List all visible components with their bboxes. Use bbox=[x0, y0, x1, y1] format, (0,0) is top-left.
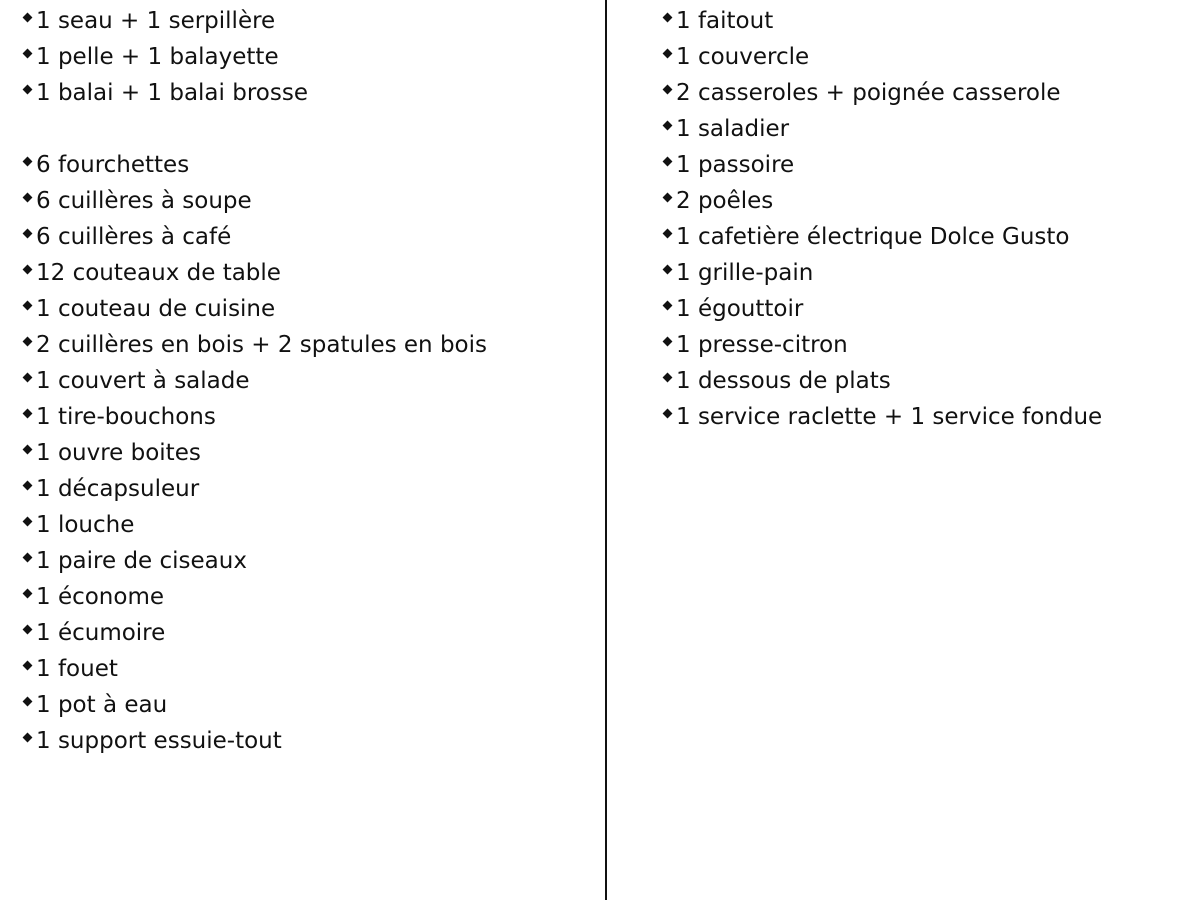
list-item bbox=[22, 471, 592, 507]
diamond-bullet-icon bbox=[663, 408, 673, 418]
diamond-bullet-icon bbox=[663, 300, 673, 310]
diamond-bullet-icon bbox=[663, 12, 673, 22]
diamond-bullet-icon bbox=[23, 408, 33, 418]
list-item bbox=[22, 39, 592, 75]
list-item bbox=[22, 363, 592, 399]
list-item bbox=[22, 723, 592, 759]
list-item bbox=[22, 615, 592, 651]
diamond-bullet-icon bbox=[663, 156, 673, 166]
item-label: 1 passoire bbox=[676, 152, 795, 178]
item-label: 1 pot à eau bbox=[36, 692, 168, 718]
diamond-bullet-icon bbox=[23, 624, 33, 634]
item-label: 6 cuillères à café bbox=[36, 224, 232, 250]
list-item bbox=[662, 327, 1182, 363]
item-label: 1 écumoire bbox=[36, 620, 166, 646]
item-label: 1 saladier bbox=[676, 116, 790, 142]
list-item bbox=[662, 39, 1182, 75]
diamond-bullet-icon bbox=[23, 444, 33, 454]
item-label: 1 balai + 1 balai brosse bbox=[36, 80, 308, 106]
item-label: 1 tire-bouchons bbox=[36, 404, 216, 430]
diamond-bullet-icon bbox=[663, 84, 673, 94]
diamond-bullet-icon bbox=[23, 588, 33, 598]
diamond-bullet-icon bbox=[23, 372, 33, 382]
diamond-bullet-icon bbox=[23, 552, 33, 562]
column-divider bbox=[605, 0, 607, 900]
item-label: 1 louche bbox=[36, 512, 135, 538]
diamond-bullet-icon bbox=[23, 48, 33, 58]
item-label: 12 couteaux de table bbox=[36, 260, 281, 286]
list-item bbox=[22, 507, 592, 543]
diamond-bullet-icon bbox=[663, 372, 673, 382]
diamond-bullet-icon bbox=[23, 660, 33, 670]
item-label: 6 cuillères à soupe bbox=[36, 188, 252, 214]
list-item bbox=[22, 579, 592, 615]
list-item bbox=[662, 255, 1182, 291]
item-label: 1 service raclette + 1 service fondue bbox=[676, 404, 1103, 430]
item-label: 1 égouttoir bbox=[676, 296, 804, 322]
list-item bbox=[22, 291, 592, 327]
item-label: 1 cafetière électrique Dolce Gusto bbox=[676, 224, 1070, 250]
item-label: 1 ouvre boites bbox=[36, 440, 201, 466]
list-item bbox=[22, 651, 592, 687]
diamond-bullet-icon bbox=[23, 696, 33, 706]
item-label: 1 couvert à salade bbox=[36, 368, 250, 394]
list-item bbox=[662, 3, 1182, 39]
diamond-bullet-icon bbox=[23, 84, 33, 94]
diamond-bullet-icon bbox=[23, 264, 33, 274]
diamond-bullet-icon bbox=[23, 336, 33, 346]
list-item bbox=[22, 183, 592, 219]
diamond-bullet-icon bbox=[23, 516, 33, 526]
right-column-list bbox=[662, 3, 1182, 435]
item-label: 1 grille-pain bbox=[676, 260, 814, 286]
list-item bbox=[662, 291, 1182, 327]
diamond-bullet-icon bbox=[23, 12, 33, 22]
item-label: 1 support essuie-tout bbox=[36, 728, 282, 754]
list-item bbox=[22, 255, 592, 291]
list-item bbox=[22, 435, 592, 471]
list-item bbox=[662, 75, 1182, 111]
diamond-bullet-icon bbox=[663, 120, 673, 130]
list-item bbox=[662, 219, 1182, 255]
list-spacer bbox=[22, 111, 592, 147]
item-label: 1 paire de ciseaux bbox=[36, 548, 247, 574]
list-item bbox=[662, 183, 1182, 219]
diamond-bullet-icon bbox=[663, 48, 673, 58]
diamond-bullet-icon bbox=[23, 300, 33, 310]
item-label: 1 fouet bbox=[36, 656, 118, 682]
list-item bbox=[662, 147, 1182, 183]
list-item bbox=[22, 327, 592, 363]
item-label: 1 couvercle bbox=[676, 44, 810, 70]
item-label: 2 casseroles + poignée casserole bbox=[676, 80, 1061, 106]
diamond-bullet-icon bbox=[663, 228, 673, 238]
diamond-bullet-icon bbox=[23, 192, 33, 202]
diamond-bullet-icon bbox=[23, 480, 33, 490]
item-label: 1 pelle + 1 balayette bbox=[36, 44, 279, 70]
list-item bbox=[22, 3, 592, 39]
list-item bbox=[22, 219, 592, 255]
item-label: 1 couteau de cuisine bbox=[36, 296, 276, 322]
item-label: 2 cuillères en bois + 2 spatules en bois bbox=[36, 332, 487, 358]
item-label: 1 faitout bbox=[676, 8, 774, 34]
item-label: 1 seau + 1 serpillère bbox=[36, 8, 276, 34]
item-label: 2 poêles bbox=[676, 188, 774, 214]
diamond-bullet-icon bbox=[23, 732, 33, 742]
left-column-list bbox=[22, 3, 592, 759]
diamond-bullet-icon bbox=[663, 264, 673, 274]
item-label: 1 dessous de plats bbox=[676, 368, 891, 394]
list-item bbox=[22, 543, 592, 579]
list-item bbox=[662, 111, 1182, 147]
diamond-bullet-icon bbox=[23, 228, 33, 238]
list-item bbox=[22, 687, 592, 723]
item-label: 1 économe bbox=[36, 584, 165, 610]
diamond-bullet-icon bbox=[23, 156, 33, 166]
diamond-bullet-icon bbox=[663, 336, 673, 346]
item-label: 6 fourchettes bbox=[36, 152, 190, 178]
list-item bbox=[662, 363, 1182, 399]
list-item bbox=[22, 147, 592, 183]
item-label: 1 décapsuleur bbox=[36, 476, 200, 502]
list-item bbox=[22, 75, 592, 111]
item-label: 1 presse-citron bbox=[676, 332, 848, 358]
list-item bbox=[22, 399, 592, 435]
diamond-bullet-icon bbox=[663, 192, 673, 202]
list-item bbox=[662, 399, 1182, 435]
